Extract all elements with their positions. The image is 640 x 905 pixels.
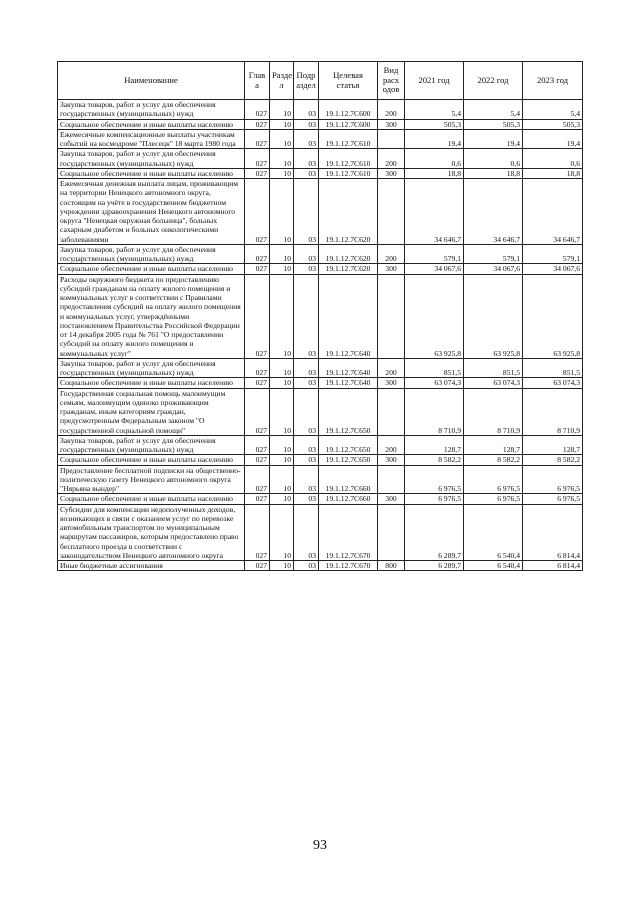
table-row: [58, 504, 583, 561]
row-2021: 6 289,7: [405, 504, 464, 561]
row-2023: 63 074,3: [523, 378, 583, 388]
table-row: [58, 494, 583, 504]
row-name: Расходы окружного бюджета по предоставлению субсидий гражданам на оплату жилого помещения и коммунальных услуг в соответствии с Правилами предоставления субсидий на оплату жилого помещения и коммунальных услуг, утверждёнными постановлением Правительства Российской Федерации от 14 декабря 2005 года № 761 "О предоставлении субсидий на оплату жилого помещения и коммунальных услуг": [58, 274, 245, 358]
header-chapter: Глав а: [245, 62, 270, 100]
row-expense: 300: [378, 264, 405, 274]
row-section: 10: [270, 168, 294, 178]
row-expense: 300: [378, 119, 405, 129]
row-subsection: 03: [294, 264, 319, 274]
row-chapter: 027: [245, 388, 270, 435]
row-expense: 300: [378, 494, 405, 504]
table-row: [58, 465, 583, 494]
row-section: 10: [270, 435, 294, 455]
row-chapter: 027: [245, 119, 270, 129]
row-name: Социальное обеспечение и иные выплаты населению: [58, 455, 245, 465]
row-section: 10: [270, 494, 294, 504]
row-2021: 34 646,7: [405, 179, 464, 245]
row-name: Субсидии для компенсации недополученных доходов, возникающих в связи с оказанием услуг по перевозке автомобильным транспортом по муниципальным маршрутам пассажиров, которым предоставлено право бесплатного проезда в соответствии с законодательством Ненецкого автономного округа: [58, 504, 245, 561]
row-target: 19.1.12.7С650: [319, 388, 378, 435]
row-section: 10: [270, 274, 294, 358]
row-2023: 8 710,9: [523, 388, 583, 435]
table-row: [58, 561, 583, 571]
row-2023: 6 976,5: [523, 465, 583, 494]
row-subsection: 03: [294, 504, 319, 561]
row-chapter: 027: [245, 264, 270, 274]
row-2021: 0,6: [405, 149, 464, 169]
row-name: Закупка товаров, работ и услуг для обеспечения государственных (муниципальных) нужд: [58, 149, 245, 169]
table-row: [58, 129, 583, 149]
table-row: [58, 244, 583, 264]
row-name: Закупка товаров, работ и услуг для обеспечения государственных (муниципальных) нужд: [58, 435, 245, 455]
row-section: 10: [270, 561, 294, 571]
row-expense: 300: [378, 168, 405, 178]
table-row: [58, 435, 583, 455]
table-header-row: [58, 62, 583, 100]
row-target: 19.1.12.7С670: [319, 504, 378, 561]
row-2021: 63 925,8: [405, 274, 464, 358]
row-subsection: 03: [294, 561, 319, 571]
row-name: Социальное обеспечение и иные выплаты населению: [58, 119, 245, 129]
row-section: 10: [270, 179, 294, 245]
row-2023: 6 814,4: [523, 504, 583, 561]
row-subsection: 03: [294, 455, 319, 465]
table-row: [58, 455, 583, 465]
row-expense: [378, 465, 405, 494]
row-2023: 6 814,4: [523, 561, 583, 571]
row-subsection: 03: [294, 494, 319, 504]
header-name: Наименование: [58, 62, 245, 100]
row-2021: 8 582,2: [405, 455, 464, 465]
row-chapter: 027: [245, 100, 270, 120]
row-expense: [378, 388, 405, 435]
row-2022: 6 976,5: [464, 465, 523, 494]
table-row: [58, 358, 583, 378]
row-expense: [378, 274, 405, 358]
row-section: 10: [270, 119, 294, 129]
row-expense: 200: [378, 244, 405, 264]
row-name: Закупка товаров, работ и услуг для обеспечения государственных (муниципальных) нужд: [58, 244, 245, 264]
row-2023: 63 925,8: [523, 274, 583, 358]
row-target: 19.1.12.7С620: [319, 244, 378, 264]
row-chapter: 027: [245, 465, 270, 494]
header-target: Целевая статья: [319, 62, 378, 100]
row-2023: 0,6: [523, 149, 583, 169]
row-chapter: 027: [245, 378, 270, 388]
row-2021: 34 067,6: [405, 264, 464, 274]
header-subsection: Подр аздел: [294, 62, 319, 100]
row-chapter: 027: [245, 244, 270, 264]
row-2022: 34 646,7: [464, 179, 523, 245]
row-chapter: 027: [245, 435, 270, 455]
row-subsection: 03: [294, 179, 319, 245]
row-chapter: 027: [245, 504, 270, 561]
row-subsection: 03: [294, 465, 319, 494]
row-section: 10: [270, 388, 294, 435]
row-subsection: 03: [294, 100, 319, 120]
row-2021: 19,4: [405, 129, 464, 149]
row-2023: 579,1: [523, 244, 583, 264]
row-chapter: 027: [245, 129, 270, 149]
header-2023: 2023 год: [523, 62, 583, 100]
row-2022: 6 540,4: [464, 504, 523, 561]
row-2021: 128,7: [405, 435, 464, 455]
row-subsection: 03: [294, 129, 319, 149]
row-name: Ежемесячная денежная выплата лицам, проживающим на территории Ненецкого автономного округа, состоящим на учёте в государственном бюджетном учреждении здравоохранения Ненецкого автономного округа "Ненецкая окружная больница", больных сахарным диабетом и больных онкологическими заболеваниями: [58, 179, 245, 245]
row-subsection: 03: [294, 244, 319, 264]
row-2023: 505,3: [523, 119, 583, 129]
row-target: 19.1.12.7С620: [319, 264, 378, 274]
table-body: [58, 100, 583, 571]
row-2023: 18,8: [523, 168, 583, 178]
table-row: [58, 274, 583, 358]
row-name: Социальное обеспечение и иные выплаты населению: [58, 378, 245, 388]
row-2021: 6 289,7: [405, 561, 464, 571]
row-section: 10: [270, 465, 294, 494]
row-2022: 6 976,5: [464, 494, 523, 504]
header-2022: 2022 год: [464, 62, 523, 100]
row-section: 10: [270, 129, 294, 149]
row-target: 19.1.12.7С650: [319, 435, 378, 455]
row-2021: 6 976,5: [405, 465, 464, 494]
row-target: 19.1.12.7С620: [319, 179, 378, 245]
row-expense: 200: [378, 435, 405, 455]
row-expense: [378, 504, 405, 561]
row-chapter: 027: [245, 274, 270, 358]
row-target: 19.1.12.7С640: [319, 378, 378, 388]
row-subsection: 03: [294, 358, 319, 378]
row-subsection: 03: [294, 388, 319, 435]
row-2022: 6 540,4: [464, 561, 523, 571]
row-2023: 8 582,2: [523, 455, 583, 465]
budget-table: [57, 61, 583, 571]
row-target: 19.1.12.7С660: [319, 494, 378, 504]
row-subsection: 03: [294, 149, 319, 169]
header-2021: 2021 год: [405, 62, 464, 100]
row-section: 10: [270, 358, 294, 378]
page-number: 93: [313, 838, 327, 853]
row-section: 10: [270, 149, 294, 169]
row-2022: 128,7: [464, 435, 523, 455]
row-expense: 200: [378, 149, 405, 169]
table-row: [58, 378, 583, 388]
row-2021: 505,3: [405, 119, 464, 129]
row-2021: 63 074,3: [405, 378, 464, 388]
table-row: [58, 264, 583, 274]
row-2022: 505,3: [464, 119, 523, 129]
row-2022: 63 925,8: [464, 274, 523, 358]
row-expense: 300: [378, 378, 405, 388]
row-name: Государственная социальная помощь малоимущим семьям, малоимущим одиноко проживающим гражданам, иным категориям граждан, предусмотренным Федеральным законом "О государственной социальной помощи": [58, 388, 245, 435]
row-name: Иные бюджетные ассигнования: [58, 561, 245, 571]
row-2023: 34 067,6: [523, 264, 583, 274]
row-expense: 200: [378, 358, 405, 378]
row-chapter: 027: [245, 494, 270, 504]
row-target: 19.1.12.7С670: [319, 561, 378, 571]
row-2023: 34 646,7: [523, 179, 583, 245]
row-section: 10: [270, 378, 294, 388]
row-2022: 19,4: [464, 129, 523, 149]
table-row: [58, 168, 583, 178]
row-target: 19.1.12.7С610: [319, 168, 378, 178]
row-chapter: 027: [245, 358, 270, 378]
table-row: [58, 119, 583, 129]
row-expense: [378, 129, 405, 149]
row-name: Предоставление бесплатной подписки на общественно-политическую газету Ненецкого автономного округа "Нярьяна вындер": [58, 465, 245, 494]
row-2023: 851,5: [523, 358, 583, 378]
row-2023: 5,4: [523, 100, 583, 120]
row-expense: 800: [378, 561, 405, 571]
row-target: 19.1.12.7С600: [319, 100, 378, 120]
row-2022: 34 067,6: [464, 264, 523, 274]
row-2022: 5,4: [464, 100, 523, 120]
row-expense: [378, 179, 405, 245]
row-chapter: 027: [245, 561, 270, 571]
row-2021: 6 976,5: [405, 494, 464, 504]
header-expense: Вид расх одов: [378, 62, 405, 100]
row-2022: 851,5: [464, 358, 523, 378]
row-expense: 200: [378, 100, 405, 120]
table-row: [58, 149, 583, 169]
row-2022: 8 710,9: [464, 388, 523, 435]
row-name: Социальное обеспечение и иные выплаты населению: [58, 168, 245, 178]
row-subsection: 03: [294, 119, 319, 129]
row-2023: 19,4: [523, 129, 583, 149]
row-section: 10: [270, 244, 294, 264]
row-name: Закупка товаров, работ и услуг для обеспечения государственных (муниципальных) нужд: [58, 100, 245, 120]
row-subsection: 03: [294, 435, 319, 455]
row-target: 19.1.12.7С650: [319, 455, 378, 465]
row-2021: 5,4: [405, 100, 464, 120]
row-target: 19.1.12.7С600: [319, 119, 378, 129]
table-row: [58, 388, 583, 435]
row-2021: 579,1: [405, 244, 464, 264]
row-2022: 63 074,3: [464, 378, 523, 388]
row-2022: 18,8: [464, 168, 523, 178]
row-name: Социальное обеспечение и иные выплаты населению: [58, 264, 245, 274]
row-2021: 8 710,9: [405, 388, 464, 435]
row-2022: 579,1: [464, 244, 523, 264]
table-row: [58, 179, 583, 245]
row-subsection: 03: [294, 274, 319, 358]
row-subsection: 03: [294, 378, 319, 388]
row-section: 10: [270, 100, 294, 120]
row-subsection: 03: [294, 168, 319, 178]
row-2021: 851,5: [405, 358, 464, 378]
row-section: 10: [270, 264, 294, 274]
table-row: [58, 100, 583, 120]
row-name: Закупка товаров, работ и услуг для обеспечения государственных (муниципальных) нужд: [58, 358, 245, 378]
header-section: Разде л: [270, 62, 294, 100]
row-expense: 300: [378, 455, 405, 465]
row-2023: 128,7: [523, 435, 583, 455]
row-chapter: 027: [245, 455, 270, 465]
row-2021: 18,8: [405, 168, 464, 178]
row-chapter: 027: [245, 168, 270, 178]
row-2022: 0,6: [464, 149, 523, 169]
row-section: 10: [270, 504, 294, 561]
row-chapter: 027: [245, 179, 270, 245]
row-2022: 8 582,2: [464, 455, 523, 465]
row-name: Ежемесячные компенсационные выплаты участникам событий на космодроме "Плесецк" 18 марта 1980 года: [58, 129, 245, 149]
row-target: 19.1.12.7С610: [319, 129, 378, 149]
row-chapter: 027: [245, 149, 270, 169]
row-2023: 6 976,5: [523, 494, 583, 504]
row-target: 19.1.12.7С660: [319, 465, 378, 494]
row-target: 19.1.12.7С640: [319, 358, 378, 378]
row-target: 19.1.12.7С610: [319, 149, 378, 169]
row-section: 10: [270, 455, 294, 465]
row-name: Социальное обеспечение и иные выплаты населению: [58, 494, 245, 504]
row-target: 19.1.12.7С640: [319, 274, 378, 358]
